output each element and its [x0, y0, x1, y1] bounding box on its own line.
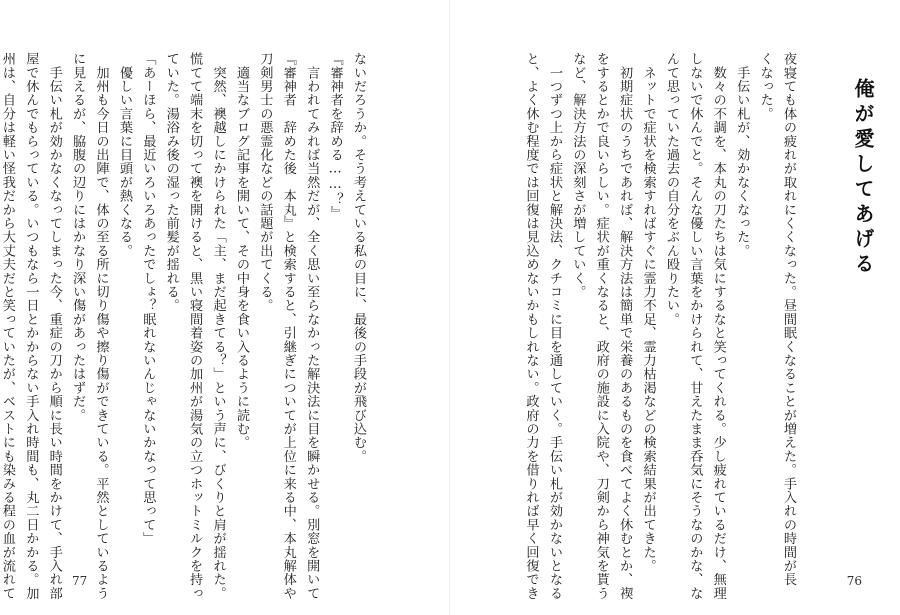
text-line: など、解決方法の深刻さが増していく。: [570, 52, 586, 299]
text-line: に見えるが、脇腹の辺りにはかなり深い傷があったはずだ。: [70, 52, 86, 422]
text-line: と、よく休む程度では回復は見込めないかもしれない。政府の力を借りれば早く回復でき: [523, 52, 539, 600]
text-line: 言われてみれば当然だが、全く思い至らなかった解決法に目を瞬かせる。別窓を開いて: [304, 52, 320, 600]
chapter-title: 俺が愛してあげる: [851, 78, 875, 278]
text-line: ないだろうか。そう考えている私の目に、最後の手段が飛び込む。: [351, 52, 366, 463]
left-page-number: 77: [72, 574, 88, 588]
text-line: 手伝い札が効かなくなってしまった今、重症の刀から順に長い時間をかけて、手入れ部: [46, 52, 62, 600]
text-line: 慌てて端末を切って襖を開けると、黒い寝間着姿の加州が湯気の立つホットミルクを持っ: [187, 52, 203, 600]
text-line: 屋で休んでもらっている。いつもなら一日とかからない手入れ時間も、丸二日かかる。加: [23, 52, 39, 600]
text-line: ていた。湯浴み後の湿った前髪が揺れる。: [163, 52, 179, 313]
text-line: 夜寝ても体の疲れが取れにくくなった。昼間眠くなることが増えた。手入れの時間が長: [781, 52, 796, 587]
text-line: 適当なブログ記事を開いて、その中身を食い入るように読む。: [233, 52, 249, 450]
right-page: [450, 0, 900, 615]
text-line: をするとかで良いらしい。症状が重くなると、政府の施設に入院や、刀剣から神気を貰う: [593, 52, 609, 600]
text-line: 加州も今日の出陣で、体の至る所に切り傷や擦り傷ができている。平然としているよう: [93, 52, 109, 600]
text-line: 州は、自分は軽い怪我だから大丈夫だと笑っていたが、ベストにも染みる程の血が流れて: [0, 52, 15, 600]
text-line: 初期症状のうちであれば、解決方法は簡単で栄養のあるものを食べてよく休むとか、禊: [617, 52, 633, 600]
text-line: 優しい言葉に目頭が熱くなる。: [116, 52, 132, 258]
text-line: くなった。: [757, 52, 773, 121]
right-page-body: [519, 52, 800, 600]
right-page-number: 76: [846, 574, 862, 588]
text-line: 「あーほら、最近いろいろあったでしょ？眠れないんじゃないかなって思って」: [140, 52, 156, 546]
text-line: 一つずつ上から症状と解決法、クチコミに目を通していく。手伝い札が効かないとなる: [546, 52, 562, 600]
text-line: 刀剣男士の悪霊化などの話題が出てくる。: [257, 52, 273, 313]
text-line: 『審神者を辞める……？』: [327, 52, 343, 220]
text-line: んて思っていた過去の自分をぶん殴りたい。: [663, 52, 679, 326]
text-line: しないで休んでと。そんな優しい言葉をかけられて、甘えたまま呑気にそうなのかな、な: [687, 52, 703, 600]
text-line: 手伝い札が、効かなくなった。: [734, 52, 750, 258]
text-line: 突然、襖越しにかけられた「主、まだ起きてる？」という声に、びくりと肩が揺れた。: [210, 52, 226, 600]
text-line: ネットで症状を検索すればすぐに霊力不足、霊力枯渇などの検索結果が出てきた。: [640, 52, 656, 573]
text-line: 数々の不調を、本丸の刀たちは気にするなと笑ってくれる。少し疲れているだけ、無理: [710, 52, 726, 600]
text-line: 『審神者 辞めた後 本丸』と検索すると、引継ぎについてが上位に来る中、本丸解体や: [280, 52, 296, 600]
